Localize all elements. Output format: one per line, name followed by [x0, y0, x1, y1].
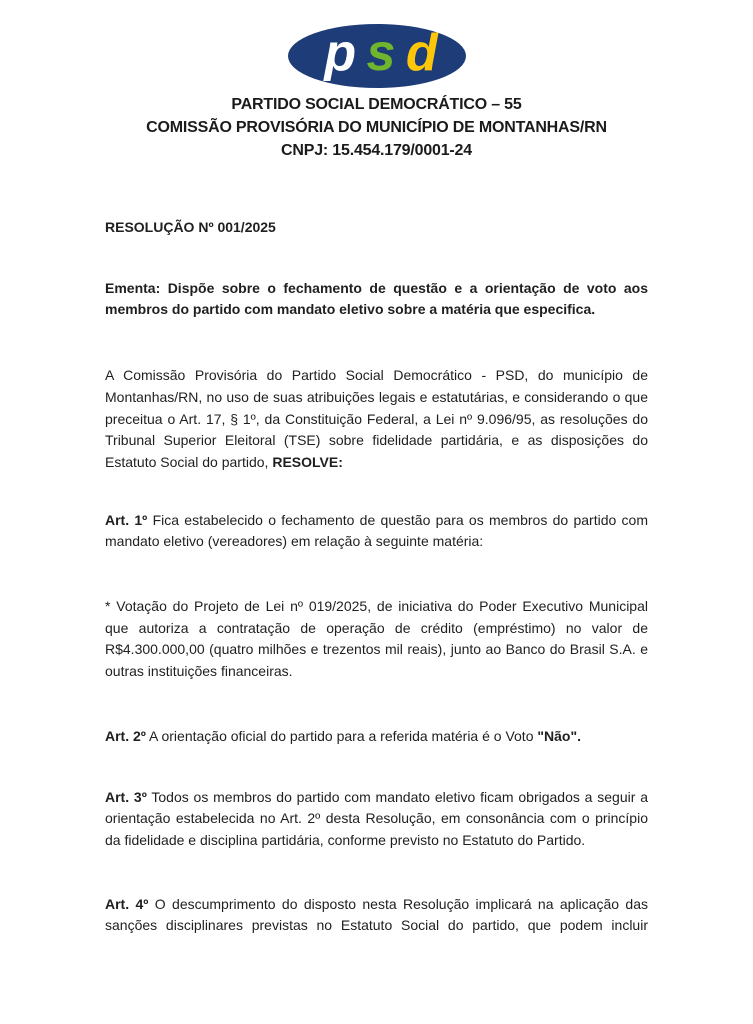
matter-item: * Votação do Projeto de Lei nº 019/2025, de iniciativa do Poder Executivo Municipal que autoriza a contratação de operação de crédito (empréstimo) no valor de R$4.300.000,00 (quatro milhões e trezentos mil reais), junto ao Banco do Brasil S.A. e outras instituições financeiras.: [105, 598, 648, 680]
article-4-label: Art. 4º: [105, 895, 149, 912]
article-3: [105, 787, 648, 852]
commission-name: COMISSÃO PROVISÓRIA DO MUNICÍPIO DE MONTANHAS/RN: [146, 119, 607, 136]
article-4: [105, 894, 648, 937]
article-2-vote: "Não".: [537, 727, 581, 744]
preamble-resolve: RESOLVE:: [272, 453, 343, 470]
psd-logo: [288, 24, 466, 88]
document-body: [105, 217, 648, 937]
article-4-text: O descumprimento do disposto nesta Resolução implicará na aplicação das sanções disciplinares previstas no Estatuto Social do partido, que podem incluir: [105, 895, 648, 934]
article-3-label: Art. 3º: [105, 788, 147, 805]
article-2-text: A orientação oficial do partido para a referida matéria é o Voto: [145, 727, 538, 744]
article-1-text: Fica estabelecido o fechamento de questão para os membros do partido com mandato eletivo (vereadores) em relação à seguinte matéria:: [105, 511, 648, 550]
article-3-text: Todos os membros do partido com mandato eletivo ficam obrigados a seguir a orientação estabelecida no Art. 2º desta Resolução, em consonância com o princípio da fidelidade e disciplina partidária, conforme previsto no Estatuto do Partido.: [105, 788, 648, 848]
psd-logo-letter-p: p: [323, 24, 354, 82]
article-2-label: Art. 2º: [105, 727, 146, 744]
psd-logo-text: [322, 24, 439, 82]
ementa: Ementa: Dispõe sobre o fechamento de questão e a orientação de voto aos membros do partido com mandato eletivo sobre a matéria que especifica.: [105, 279, 648, 318]
psd-logo-icon: [288, 24, 466, 88]
preamble-text: A Comissão Provisória do Partido Social Democrático - PSD, do município de Montanhas/RN, no uso de suas atribuições legais e estatutárias, e considerando o que preceitua o Art. 17, § 1º, da Constituição Federal, a Lei nº 9.096/95, as resoluções do Tribunal Superior Eleitoral (TSE) sobre fidelidade partidária, e as disposições do Estatuto Social do partido,: [105, 367, 648, 470]
psd-logo-letter-d: d: [405, 24, 436, 82]
resolution-number: RESOLUÇÃO Nº 001/2025: [105, 219, 276, 235]
preamble: [105, 365, 648, 474]
article-1-label: Art. 1º: [105, 511, 148, 528]
article-2: [105, 726, 648, 748]
cnpj: CNPJ: 15.454.179/0001-24: [281, 142, 472, 159]
party-name: PARTIDO SOCIAL DEMOCRÁTICO – 55: [231, 96, 522, 113]
org-header: [0, 93, 753, 162]
psd-logo-letter-s: s: [366, 24, 393, 82]
article-1: [105, 510, 648, 553]
